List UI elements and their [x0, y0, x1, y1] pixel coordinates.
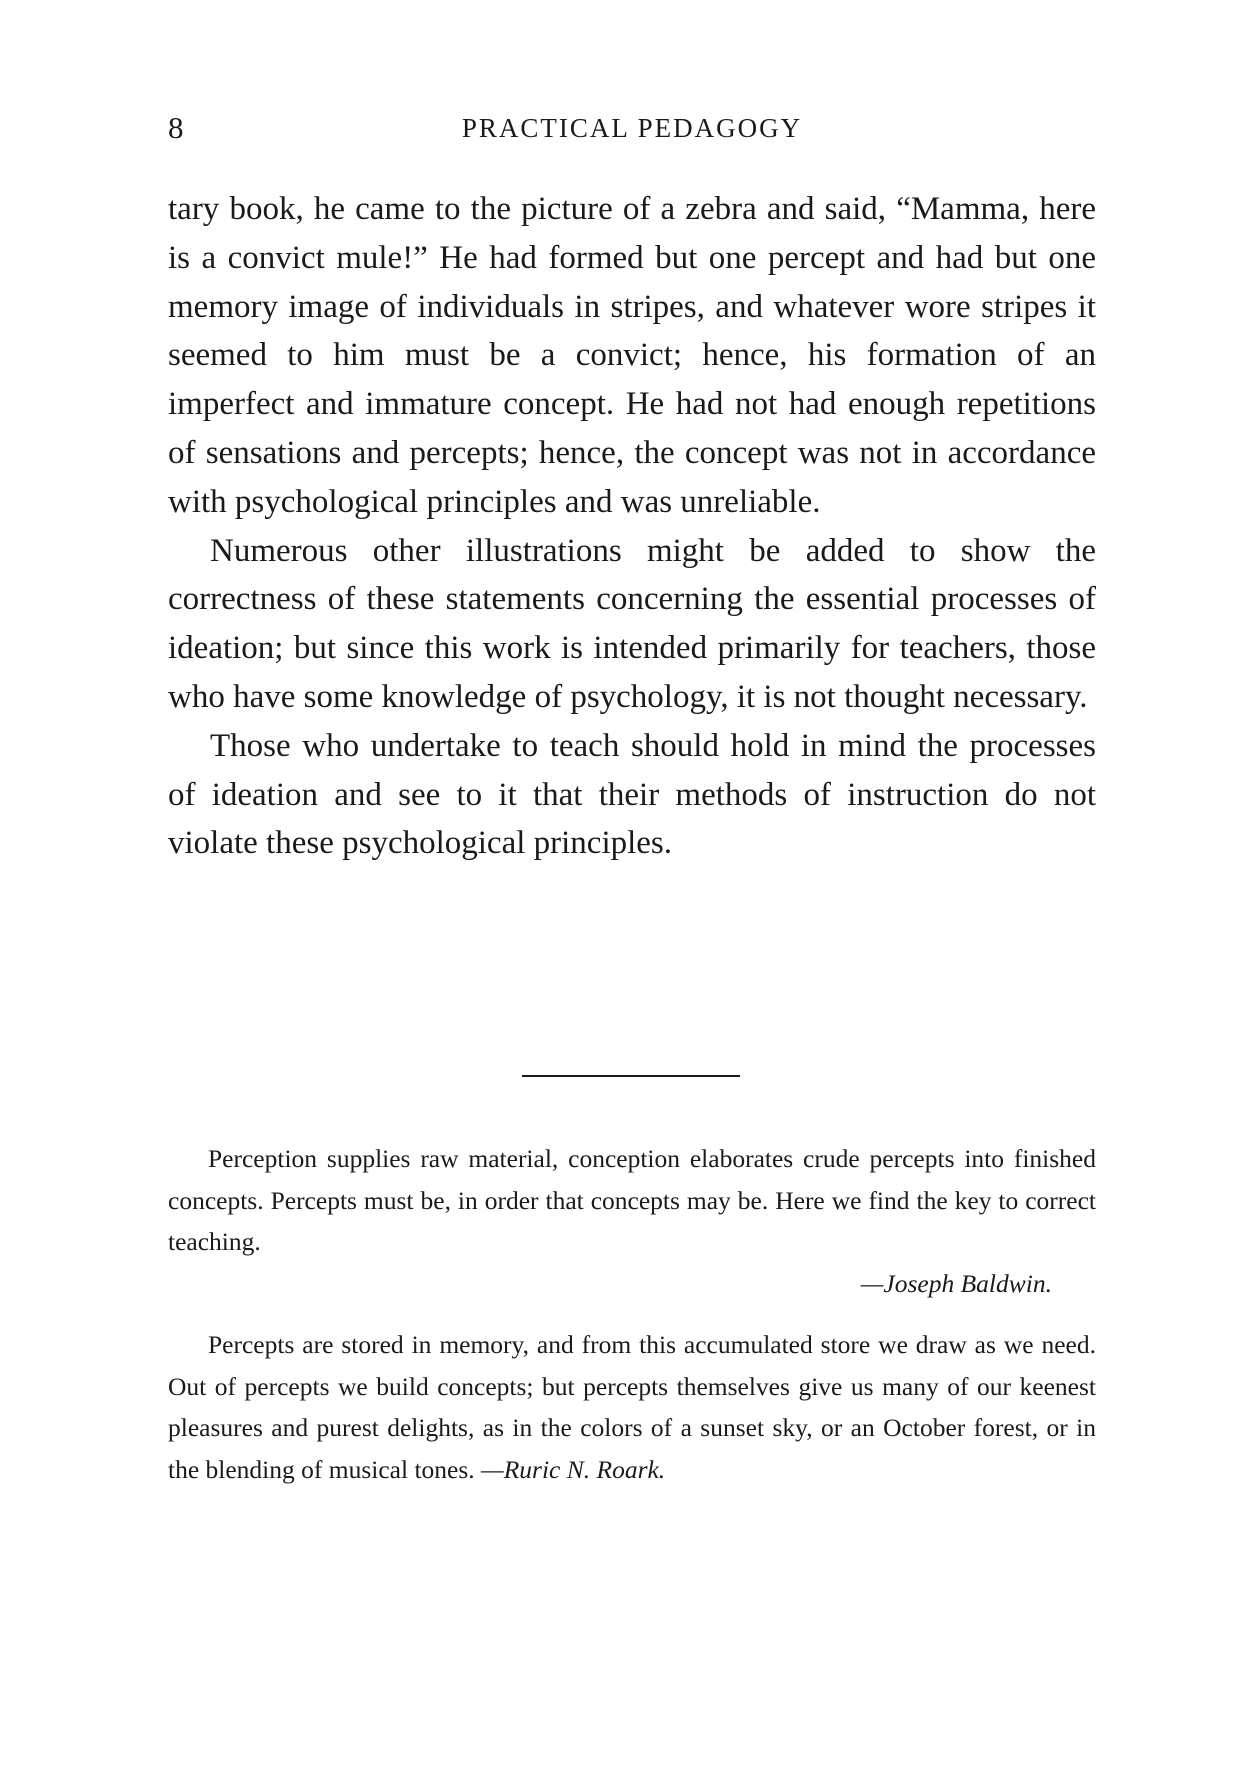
quote-text: Percepts are stored in memory, and from this accumulated store we draw as we need. Out of percepts we build concepts; but percepts themselves give us many of our keenest pleasures and purest delights, as in the colors of a sunset sky, or an October forest, or in the blending of musical tones.: [168, 1330, 1096, 1484]
epigraph-quote: [168, 1324, 1096, 1490]
paragraph: Numerous other illustrations might be added to show the correctness of these statements concerning the essential processes of ideation; but since this work is intended primarily for teachers, those who have some knowledge of psychology, it is not thought necessary.: [168, 532, 1096, 715]
paragraph: Those who undertake to teach should hold in mind the processes of ideation and see to it that their methods of instruction do not violate these psychological principles.: [168, 727, 1096, 862]
page-number: 8: [168, 110, 184, 145]
section-divider: [522, 1075, 740, 1077]
main-text: [168, 185, 1096, 868]
quote-attribution: —Ruric N. Roark.: [481, 1454, 666, 1484]
quote-text: Perception supplies raw material, conception elaborates crude percepts into finished concepts. Percepts must be, in order that concepts may be. Here we find the key to correct teaching.: [168, 1144, 1096, 1256]
quote-paragraph: [168, 1324, 1096, 1490]
paragraph: tary book, he came to the picture of a zebra and said, “Mamma, here is a convict mule!” He had formed but one percept and had but one memory image of individuals in stripes, and whatever wore stripes it seemed to him must be a convict; hence, his formation of an imperfect and immature concept. He had not had enough repetitions of sensations and percepts; hence, the concept was not in accordance with psychological principles and was unreliable.: [168, 191, 1096, 520]
epigraph-quote: [168, 1138, 1096, 1304]
running-head: [168, 108, 1096, 148]
quote-attribution: —Joseph Baldwin.: [860, 1268, 1052, 1298]
running-title: PRACTICAL PEDAGOGY: [461, 113, 803, 143]
